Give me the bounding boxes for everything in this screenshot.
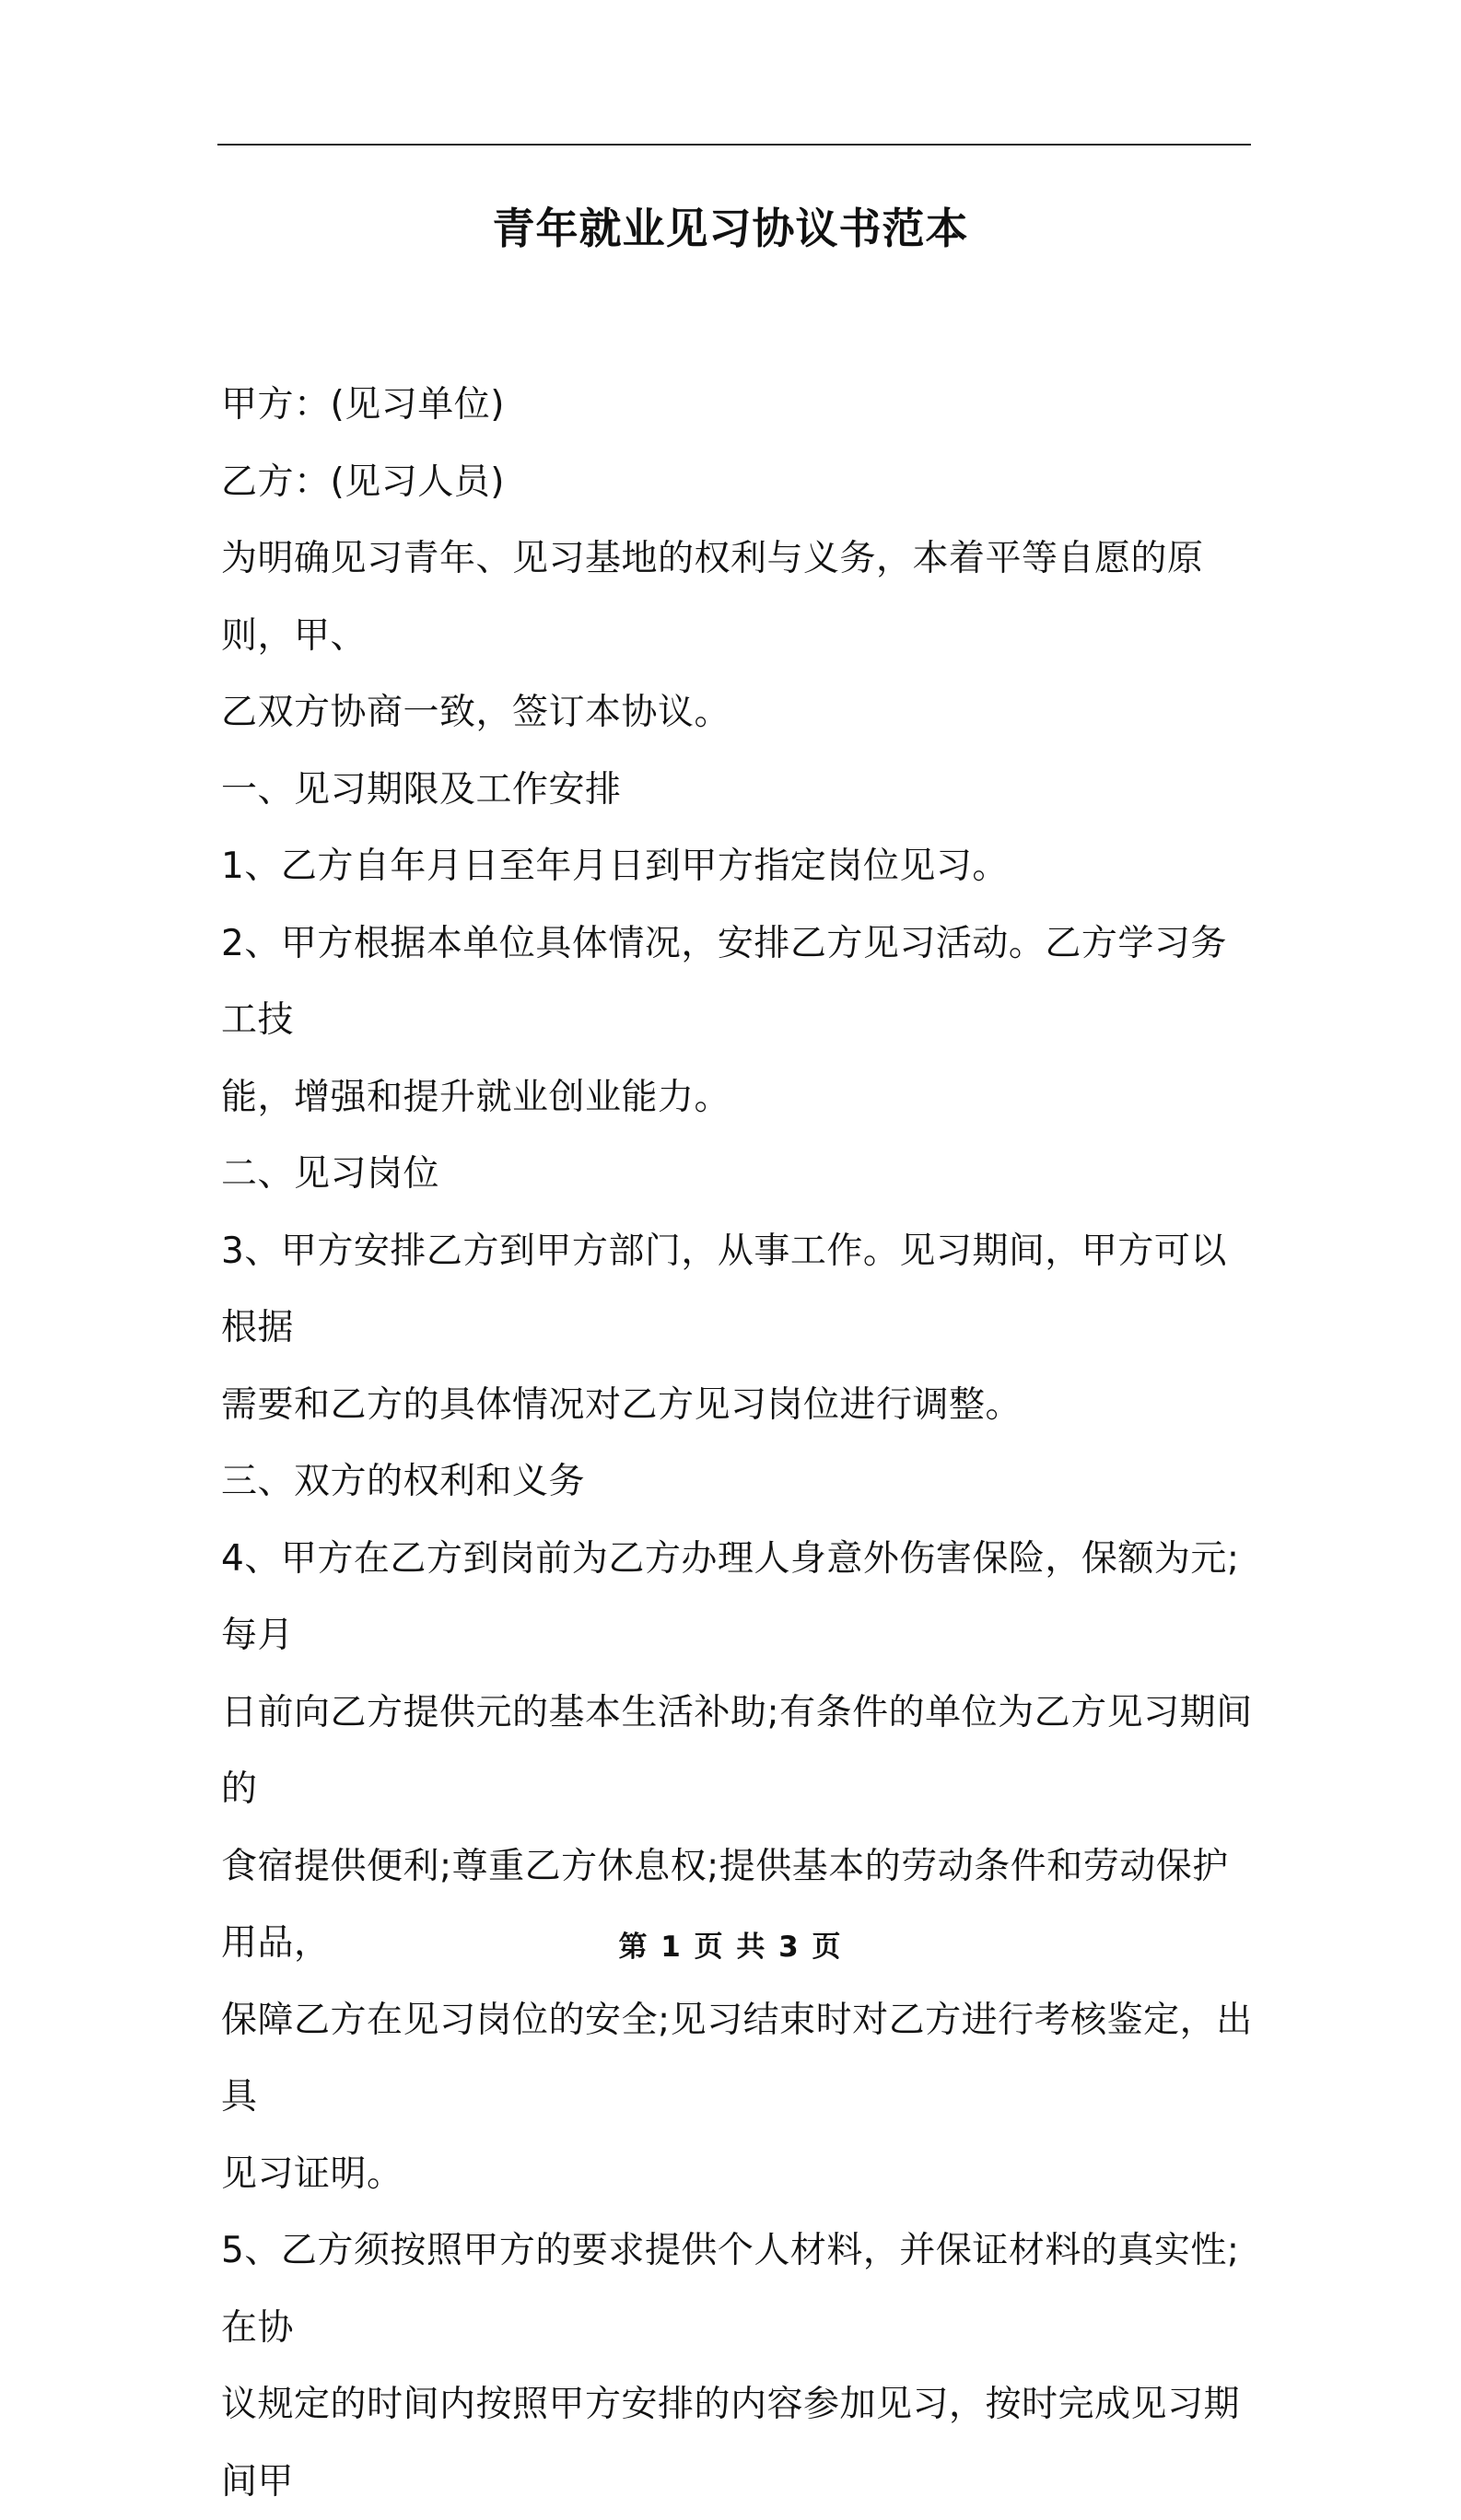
clause-4: 4、甲方在乙方到岗前为乙方办理人身意外伤害保险，保额为元;每月 日前向乙方提供元的基本生活补助;有条件的单位为乙方见习期间的 食宿提供便利;尊重乙方休息权;提供基本的劳动条件和劳动保护用品， 保障乙方在见习岗位的安全;见习结束时对乙方进行考核鉴定，出具 见习证明。: [221, 1537, 1253, 2195]
section-heading-3: 三、双方的权利和义务: [221, 1461, 586, 1502]
clause-3: 3、甲方安排乙方到甲方部门，从事工作。见习期间，甲方可以根据 需要和乙方的具体情况对乙方见习岗位进行调整。: [221, 1230, 1227, 1426]
preamble-paragraph: 为明确见习青年、见习基地的权利与义务，本着平等自愿的原则，甲、 乙双方协商一致，签订本协议。: [221, 538, 1204, 733]
section-heading-2: 二、见习岗位: [221, 1153, 440, 1195]
document-body: [221, 367, 1262, 2520]
clause-2: 2、甲方根据本单位具体情况，安排乙方见习活动。乙方学习务工技 能，增强和提升就业创业能力。: [221, 922, 1227, 1118]
clause-1: 1、乙方自年月日至年月日到甲方指定岗位见习。: [221, 846, 1009, 887]
party-b-line: 乙方：(见习人员): [221, 461, 505, 503]
party-a-line: 甲方：(见习单位): [221, 384, 505, 426]
section-heading-1: 一、见习期限及工作安排: [221, 768, 622, 811]
clause-5: 5、乙方须按照甲方的要求提供个人材料，并保证材料的真实性;在协 议规定的时间内按照甲方安排的内容参加见习，按时完成见习期间甲: [221, 2230, 1241, 2502]
header-rule: [217, 144, 1251, 146]
document-title: 青年就业见习协议书范本: [492, 204, 969, 253]
page-number-footer: 第 1 页 共 3 页: [618, 1931, 843, 1964]
